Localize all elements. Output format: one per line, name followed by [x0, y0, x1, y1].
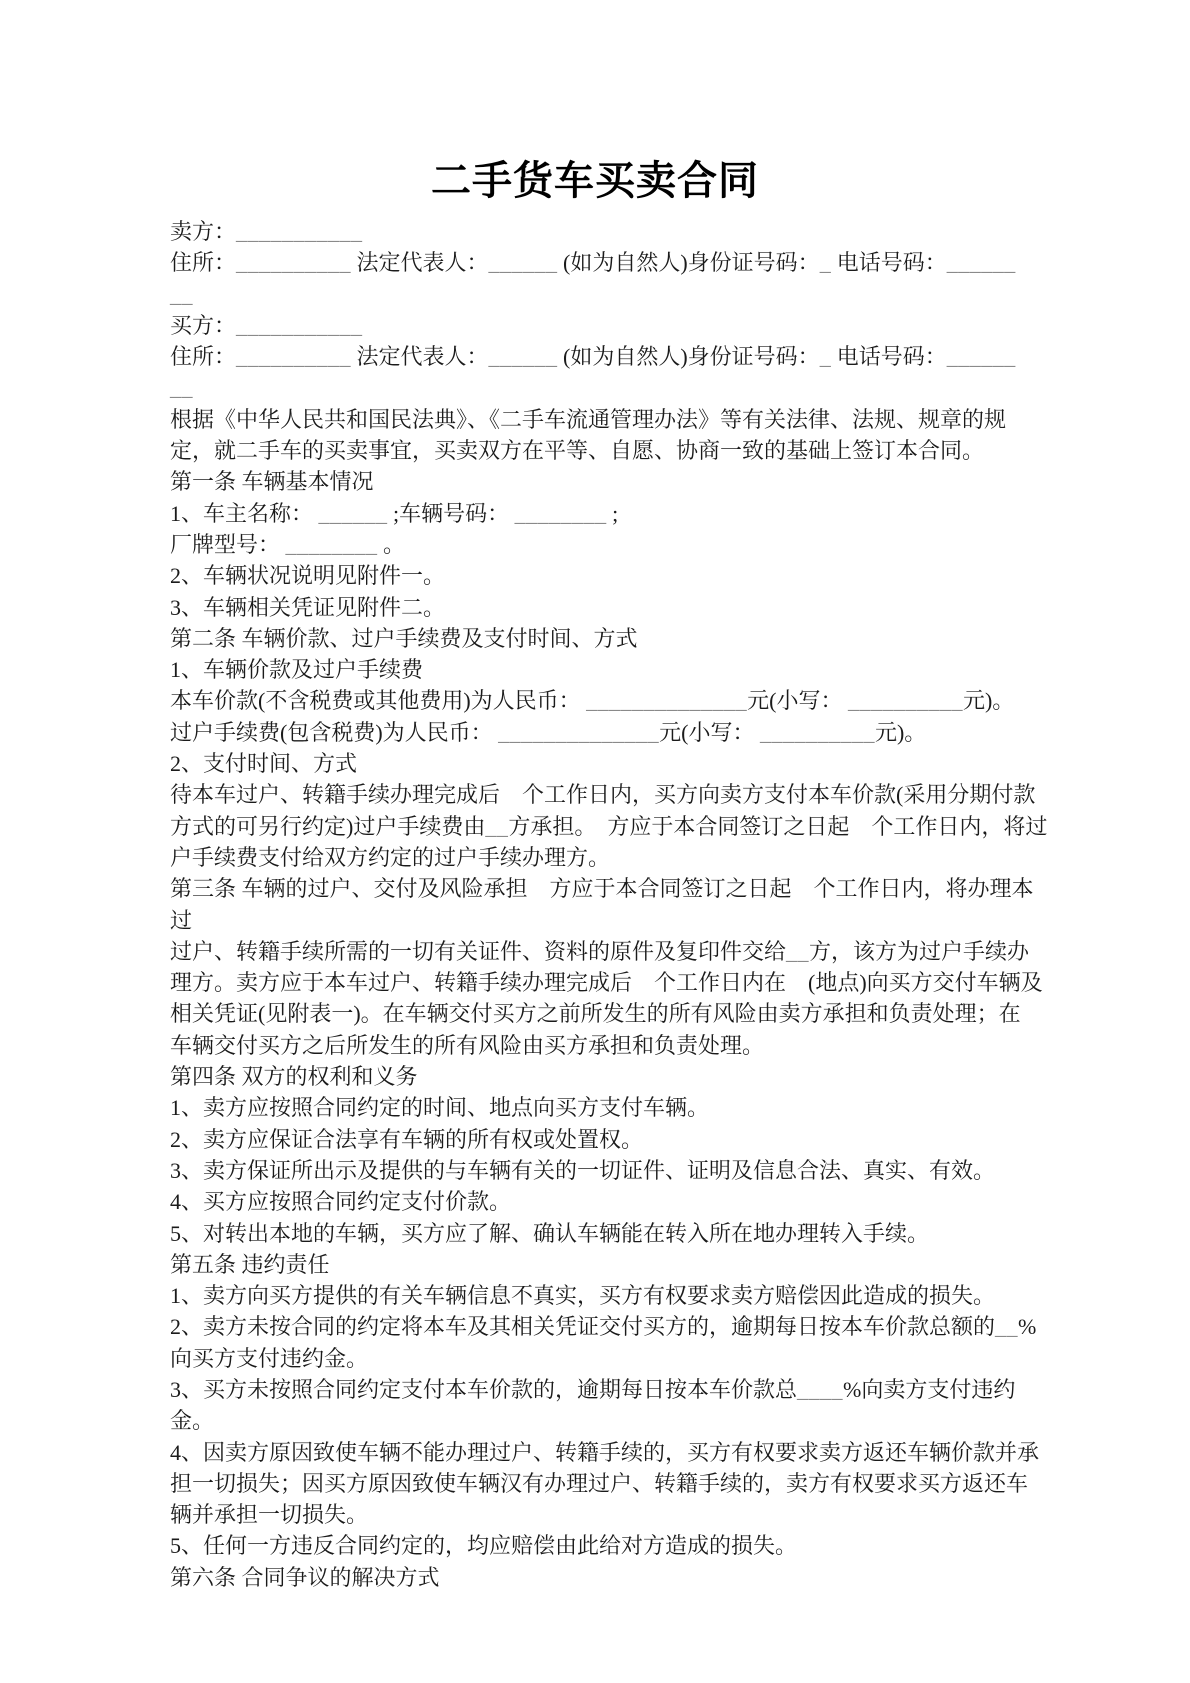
contract-line: 第二条 车辆价款、过户手续费及支付时间、方式 [170, 625, 638, 651]
contract-line: 过户手续费(包含税费)为人民币： ______________元(小写： __________元)。 [170, 719, 927, 745]
contract-line: 第三条 车辆的过户、交付及风险承担 方应于本合同签订之日起 个工作日内，将办理本过 [170, 876, 1034, 933]
contract-line: 理方。卖方应于本车过户、转籍手续办理完成后 个工作日内在 (地点)向买方交付车辆及 [170, 970, 1043, 996]
contract-line: 2、卖方应保证合法享有车辆的所有权或处置权。 [170, 1126, 644, 1152]
contract-line: 户手续费支付给双方约定的过户手续办理方。 [170, 844, 611, 870]
contract-line: 向买方支付违约金。 [170, 1345, 369, 1371]
contract-title: 二手货车买卖合同 [431, 158, 759, 203]
blank-field: __ [995, 1314, 1019, 1340]
contract-line: 担一切损失；因买方原因致使车辆汉有办理过户、转籍手续的，卖方有权要求买方返还车 [170, 1470, 1029, 1496]
contract-line: 第四条 双方的权利和义务 [170, 1064, 418, 1090]
blank-field: ______________ [586, 688, 748, 714]
contract-line: 5、任何一方违反合同约定的，均应赔偿由此给对方造成的损失。 [170, 1533, 798, 1559]
blank-field: __ [485, 813, 509, 839]
contract-line: 定，就二手车的买卖事宜，买卖双方在平等、自愿、协商一致的基础上签订本合同。 [170, 438, 985, 464]
contract-line [170, 372, 1055, 403]
blank-field: ______ [946, 344, 1016, 370]
contract-line: 第六条 合同争议的解决方式 [170, 1564, 440, 1590]
blank-field: ______ [318, 500, 388, 526]
contract-line [170, 279, 1055, 310]
blank-field: ______ [488, 250, 558, 276]
contract-body [0, 216, 1190, 1593]
contract-line: 1、车辆价款及过户手续费 [170, 657, 424, 683]
contract-line: 根据《中华人民共和国民法典》、《二手车流通管理办法》等有关法律、法规、规章的规 [170, 406, 1007, 432]
contract-line: 4、因卖方原因致使车辆不能办理过户、转籍手续的，买方有权要求卖方返还车辆价款并承 [170, 1439, 1040, 1465]
blank-field: ______ [488, 344, 558, 370]
blank-field: __________ [847, 688, 963, 714]
blank-field: _ [819, 250, 832, 276]
contract-line: 卖方：___________ [170, 219, 363, 244]
contract-line: 2、卖方未按合同的约定将本车及其相关凭证交付买方的，逾期每日按本车价款总额的__% [170, 1314, 1037, 1340]
blank-field: ________ [285, 531, 378, 557]
blank-field: __________ [236, 344, 352, 370]
contract-line: 待本车过户、转籍手续办理完成后 个工作日内，买方向卖方支付本车价款(采用分期付款 [170, 782, 1036, 808]
contract-line: 第一条 车辆基本情况 [170, 469, 374, 495]
contract-line: 3、卖方保证所出示及提供的与车辆有关的一切证件、证明及信息合法、真实、有效。 [170, 1157, 996, 1183]
contract-line: 车辆交付买方之后所发生的所有风险由买方承担和负责处理。 [170, 1032, 765, 1058]
blank-field: ________ [514, 500, 607, 526]
contract-line: 4、买方应按照合同约定支付价款。 [170, 1189, 512, 1215]
contract-line: 厂牌型号： ________ 。 [170, 531, 406, 557]
blank-field: ____ [797, 1376, 844, 1402]
contract-line: 1、卖方应按照合同约定的时间、地点向买方支付车辆。 [170, 1095, 710, 1121]
blank-field: __ [170, 281, 193, 307]
contract-line: 第五条 违约责任 [170, 1251, 330, 1277]
contract-line: 买方：___________ [170, 312, 363, 338]
contract-line: 2、支付时间、方式 [170, 751, 358, 777]
contract-line: 相关凭证(见附表一)。在车辆交付买方之前所发生的所有风险由卖方承担和负责处理；在 [170, 1001, 1021, 1027]
contract-line: 1、卖方向买方提供的有关车辆信息不真实，买方有权要求卖方赔偿因此造成的损失。 [170, 1283, 996, 1309]
blank-field: ______________ [498, 719, 660, 745]
contract-line: 5、对转出本地的车辆，买方应了解、确认车辆能在转入所在地办理转入手续。 [170, 1220, 930, 1246]
blank-field: __________ [759, 719, 875, 745]
contract-line: 3、车辆相关凭证见附件二。 [170, 594, 446, 620]
blank-field: __________ [236, 250, 352, 276]
contract-line: 住所：__________ 法定代表人：______ (如为自然人)身份证号码：_ 电话号码：______ [170, 250, 1016, 276]
contract-line: 辆并承担一切损失。 [170, 1502, 369, 1528]
blank-field: ___________ [236, 219, 363, 244]
blank-field: __ [170, 375, 193, 401]
blank-field: ___________ [236, 312, 363, 338]
contract-line: 住所：__________ 法定代表人：______ (如为自然人)身份证号码：_ 电话号码：______ [170, 344, 1016, 370]
contract-line: 方式的可另行约定)过户手续费由__方承担。 方应于本合同签订之日起 个工作日内，将过 [170, 813, 1048, 839]
contract-line: 过户、转籍手续所需的一切有关证件、资料的原件及复印件交给__方，该方为过户手续办 [170, 938, 1030, 964]
contract-line: 本车价款(不含税费或其他费用)为人民币： ______________元(小写： __________元)。 [170, 688, 1015, 714]
blank-field: _ [819, 344, 832, 370]
contract-line: 1、车主名称： ______ ;车辆号码： ________ ; [170, 500, 619, 526]
blank-field: ______ [946, 250, 1016, 276]
blank-field: __ [786, 938, 810, 964]
contract-line: 3、买方未按照合同约定支付本车价款的，逾期每日按本车价款总____%向卖方支付违约金。 [170, 1376, 1016, 1434]
contract-line: 2、车辆状况说明见附件一。 [170, 563, 446, 589]
